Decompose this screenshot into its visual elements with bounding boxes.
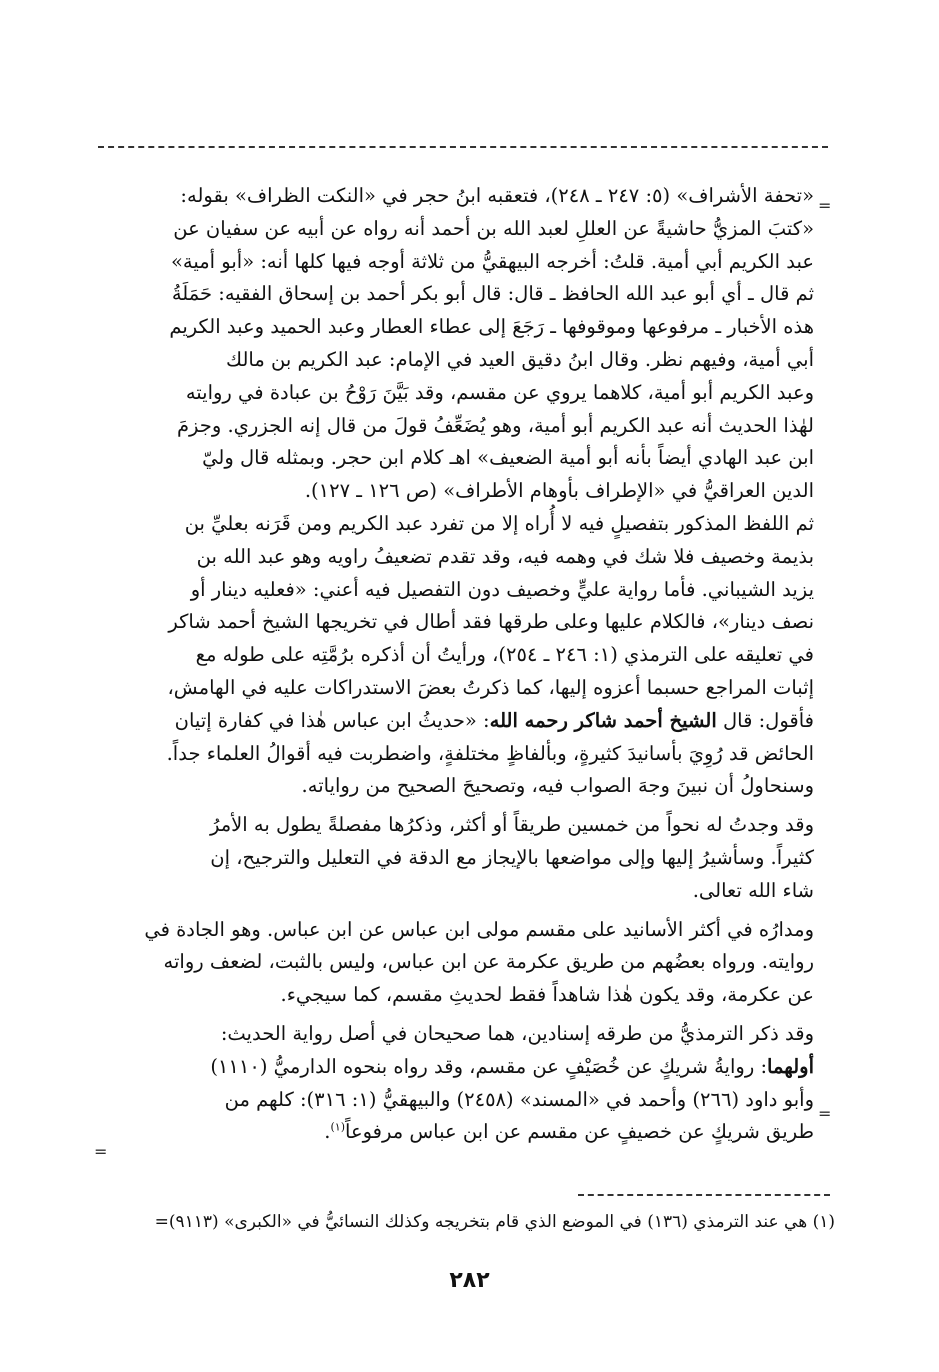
text-line-quote <box>104 705 814 738</box>
quote-rest: : «حديثُ ابن عباس هٰذا في كفارة إتيان <box>174 708 490 732</box>
text-line: بذيمة وخصيف فلا شك في وهمه فيه، وقد تقدم تضعيفُ راويه وهو عبد الله بن <box>196 544 814 568</box>
text-line: الحائض قد رُوِيَ بأسانيدَ كثيرةٍ، وبألفاظٍ مختلفةٍ، واضطربت فيه أقوالُ العلماء جداً. <box>166 741 814 765</box>
continuation-mark: = <box>818 196 832 215</box>
quote-lead: فأقول: قال <box>716 708 814 732</box>
author-name: الشيخ أحمد شاكر رحمه الله <box>489 708 717 732</box>
first-text: : روايةُ شريكٍ عن خُصَيْفٍ عن مقسم، وقد رواه بنحوه الدارميُّ (١١١٠) <box>210 1054 768 1078</box>
last-text: طريق شريكٍ عن خصيفٍ عن مقسم عن ابن عباس مرفوعاً <box>345 1120 814 1144</box>
text-line: ابن عبد الهادي أيضاً بأنه أبو أمية الضعيف» اهـ كلام ابن حجر. وبمثله قال وليّ <box>202 446 814 470</box>
text-line: عبد الكريم أبي أمية. قلتُ: أخرجه البيهقيُّ من ثلاثة أوجه فيها كلها أنه: «أبو أمية» <box>170 249 814 273</box>
text-line: يزيد الشيباني. فأما رواية عليٍّ وخصيف دون التفصيل فيه أعني: «فعليه دينار أو <box>190 577 814 601</box>
text-line: لهٰذا الحديث أنه عبد الكريم أبو أمية، وهو يُضَعِّفُ قولَ من قال إنه الجزري. وجزمَ <box>176 413 814 437</box>
footnote-rule <box>578 1194 830 1196</box>
text-line: وعبد الكريم أبو أمية، كلاهما يروي عن مقسم، وقد بَيَّنَ رَوْحُ بن عبادة في روايته <box>185 380 814 404</box>
text-line: الدين العراقيُّ في «الإطراف بأوهام الأطراف» (ص ١٢٦ ـ ١٢٧). <box>304 479 814 503</box>
text-line: هذه الأخبار ـ مرفوعها وموقوفها ـ رَجَعَ إلى عطاء العطار وعبد الحميد وعبد الكريم <box>169 315 814 339</box>
text-line-first <box>104 1051 814 1084</box>
text-line: عن عكرمة، وقد يكون هٰذا شاهداً فقط لحديثِ مقسم، كما سيجيء. <box>280 983 814 1007</box>
first-label: أولهما <box>767 1054 814 1078</box>
continuation-mark: = <box>818 1104 832 1123</box>
text-line: ومدارُه في أكثر الأسانيد على مقسم مولى ابن عباس عن ابن عباس. وهو الجادة في <box>144 917 814 941</box>
text-line: ثم اللفظ المذكور بتفصيلٍ فيه لا أُراه إلا من تفرد عبد الكريم ومن قَرَنه بعليِّ بن <box>184 511 814 535</box>
text-line: وقد ذكر الترمذيُّ من طرقه إسنادين، هما صحيحان في أصل رواية الحديث: <box>220 1021 814 1045</box>
text-line: في تعليقه على الترمذي (١: ٢٤٦ ـ ٢٥٤)، ورأيتُ أن أذكره برُمَّتِه على طوله مع <box>195 643 814 667</box>
text-line: «كتبَ المزيُّ حاشيةً عن العللِ لعبد الله بن أحمد أنه رواه عن أبيه عن سفيان عن <box>173 216 814 240</box>
text-line: وأبو داود (٢٦٦) وأحمد في «المسند» (٢٤٥٨) والبيهقيُّ (١: ٣١٦): كلهم من <box>224 1087 814 1111</box>
footnote: (١) هي عند الترمذي (١٣٦) في الموضع الذي قام بتخريجه وكذلك النسائيُّ في «الكبرى» (٩١١٣)= <box>154 1212 835 1232</box>
text-line: وقد وجدتُ له نحواً من خمسين طريقاً أو أكثر، وذكرُها مفصلةً يطول به الأمرُ <box>209 813 814 837</box>
text-line-last: طريق شريكٍ عن خصيفٍ عن مقسم عن ابن عباس مرفوعاً$^{(١)}$. <box>324 1120 814 1144</box>
text-line: نصف دينار»، فالكلام عليها وعلى طرقها فقد أطال في تخريجها الشيخ أحمد شاكر <box>168 610 814 634</box>
header-rule <box>98 146 828 148</box>
footnote-ref[interactable]: (١) <box>330 1120 345 1134</box>
text-line: أبي أمية، وفيهم نظر. وقال ابنُ دقيق العيد في الإمام: عبد الكريم بن مالك <box>226 347 814 371</box>
text-line: «تحفة الأشراف» (٥: ٢٤٧ ـ ٢٤٨)، فتعقبه ابنُ حجر في «النكت الظراف» بقوله: <box>180 184 814 207</box>
text-line: شاء الله تعالى. <box>692 878 814 902</box>
text-line: وسنحاولُ أن نبينَ وجهَ الصواب فيه، وتصحيحَ الصحيح من رواياته. <box>301 774 814 798</box>
text-line: كثيراً. وسأشيرُ إليها وإلى مواضعها بالإيجاز مع الدقة في التعليل والترجيح، إن <box>210 845 814 869</box>
continuation-mark: = <box>94 1142 108 1161</box>
text-line: إثبات المراجع حسبما أعزوه إليها، كما ذكرتُ بعضَ الاستدراكات عليه في الهامش، <box>167 675 814 699</box>
text-line: روايته. ورواه بعضُهم من طريق عكرمة عن ابن عباس، وليس بالثبت، لضعف رواته <box>163 950 814 974</box>
text-line: ثم قال ـ أي أبو عبد الله الحافظ ـ قال: قال أبو بكر أحمد بن إسحاق الفقيه: حَمَلَةُ <box>171 282 814 306</box>
main-text <box>104 180 814 1149</box>
page-number: ٢٨٢ <box>449 1268 490 1293</box>
